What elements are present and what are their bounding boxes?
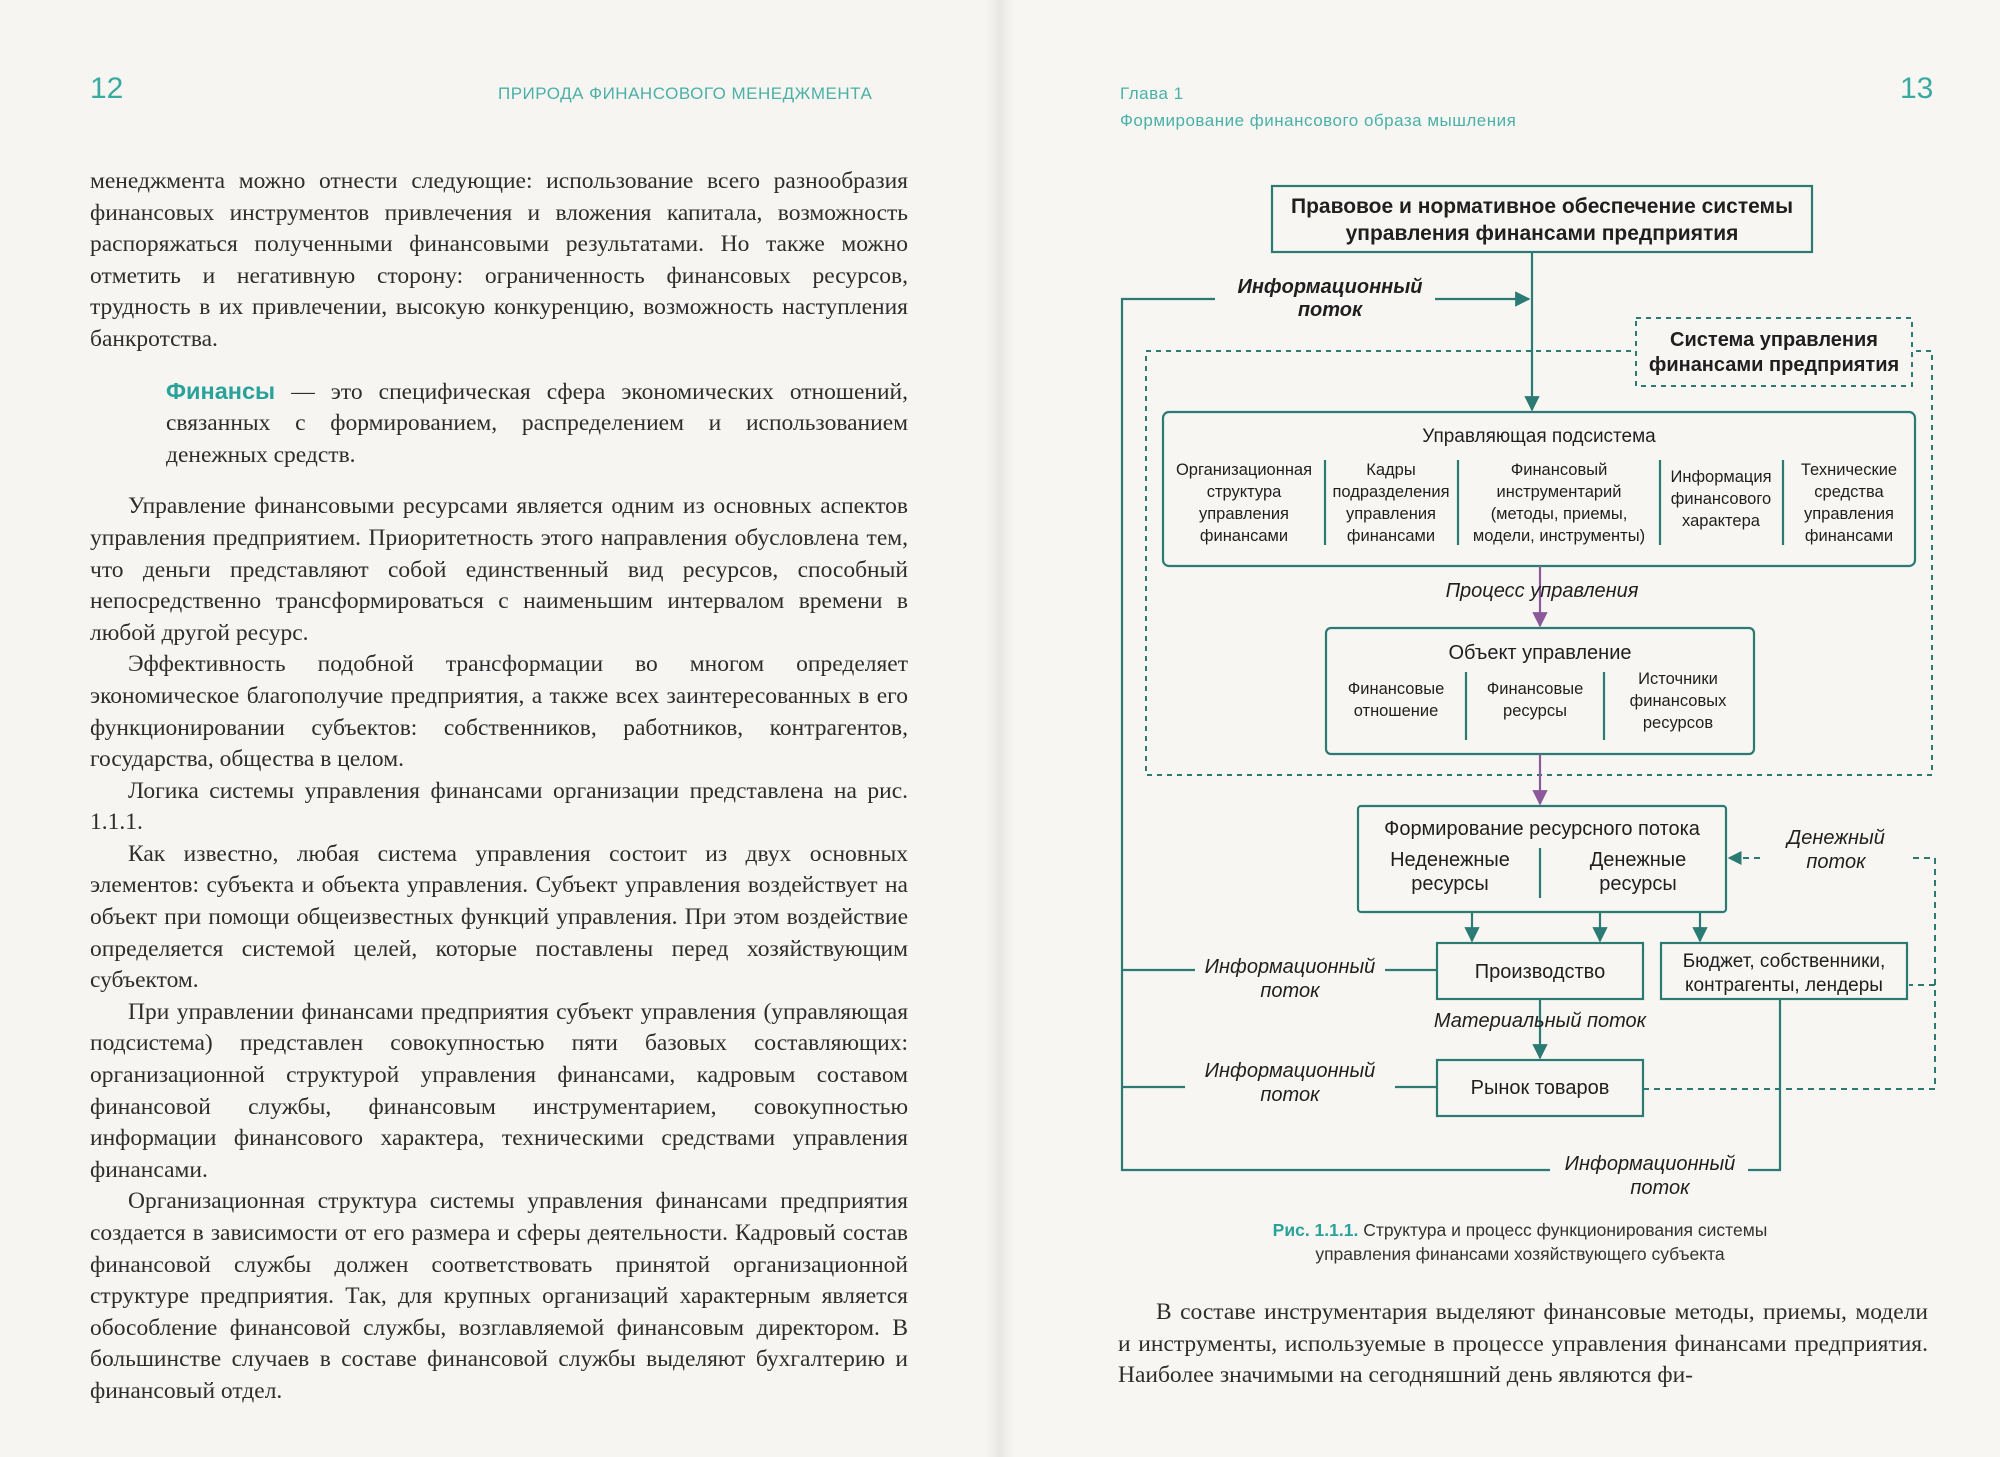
definition-text: — это специфическая сфера экономических отношений, связанных с формированием, распределением и использованием денежных средств.: [166, 378, 908, 468]
left-paragraph-5: Как известно, любая система управления состоит из двух основных элементов: субъекта и объекта управления. Субъект управления воздействует на объект при помощи общеизвестных функций управления. При этом воздействие определяется системой целей, которые поставлены перед хозяйствующим субъектом.: [90, 840, 908, 994]
left-paragraph-2: Управление финансовыми ресурсами является одним из основных аспектов управления предприятием. Приоритетность этого направления обусловлена тем, что деньги представляют собой единственный вид ресурсов, способный непосредственно трансформироваться с наименьшим интервалом времени в любой другой ресурс.: [90, 493, 908, 646]
subsystem-col5-l3: управления: [1804, 505, 1894, 523]
budget-l1: Бюджет, собственники,: [1682, 951, 1886, 972]
system-label-line2: финансами предприятия: [1648, 354, 1900, 376]
production-label: Производство: [1474, 961, 1606, 983]
info-flow-market-l1: Информационный: [1204, 1060, 1376, 1082]
subsystem-col5-l4: финансами: [1804, 527, 1894, 545]
chapter-label: Глава 1: [1120, 84, 1184, 103]
chapter-title: Формирование финансового образа мышления: [1120, 111, 1517, 130]
info-flow-bottom-l1: Информационный: [1564, 1153, 1736, 1175]
caption-label: Рис. 1.1.1.: [1272, 1220, 1359, 1240]
subsystem-col4-l3: характера: [1682, 512, 1760, 530]
info-flow-production-l1: Информационный: [1204, 956, 1376, 978]
figure-caption: [1120, 1218, 1920, 1266]
resource-title: Формирование ресурсного потока: [1384, 818, 1700, 840]
right-body: [1118, 1297, 1928, 1392]
budget-l2: контрагенты, лендеры: [1685, 975, 1883, 996]
subsystem-col4-l1: Информация: [1670, 468, 1772, 486]
subsystem-col3-l4: модели, инструменты): [1472, 527, 1646, 545]
subsystem-col1-l1: Организационная: [1175, 461, 1313, 479]
object-col2-l2: ресурсы: [1503, 702, 1567, 720]
subsystem-col3-l2: инструментарий: [1496, 483, 1622, 501]
info-flow-production-l2: поток: [1260, 980, 1320, 1002]
resource-left-l1: Неденежные: [1390, 849, 1510, 871]
left-page-number: 12: [90, 72, 124, 105]
resource-right-l1: Денежные: [1589, 849, 1687, 871]
subsystem-col3-l3: (методы, приемы,: [1490, 505, 1628, 523]
left-paragraph-1: менеджмента можно отнести следующие: использование всего разнообразия финансовых инструментов привлечения и вложения капитала, возможность распоряжаться полученными финансовыми результатами. Но также можно отметить и негативную сторону: ограниченность финансовых ресурсов, трудность в их привлечении, высокую конкуренцию, возможность наступления банкротства.: [90, 168, 908, 352]
subsystem-col1-l3: управления: [1199, 505, 1289, 523]
object-col2-l1: Финансовые: [1486, 680, 1584, 698]
info-flow-bottom-l2: поток: [1630, 1177, 1690, 1199]
subsystem-col2-l3: управления: [1346, 505, 1436, 523]
material-flow-label: Материальный поток: [1433, 1010, 1647, 1032]
market-label: Рынок товаров: [1470, 1077, 1610, 1099]
object-col3-l1: Источники: [1638, 670, 1718, 688]
legal-box-line2: управления финансами предприятия: [1345, 222, 1739, 245]
object-col3-l3: ресурсов: [1642, 714, 1714, 732]
money-flow-l1: Денежный: [1787, 827, 1885, 849]
system-label-line1: Система управления: [1670, 329, 1878, 351]
subsystem-col5-l1: Технические: [1800, 461, 1898, 479]
object-col1-l1: Финансовые: [1347, 680, 1445, 698]
subsystem-col4-l2: финансового: [1670, 490, 1772, 508]
definition-term: Финансы: [166, 377, 276, 404]
right-paragraph-1: В составе инструментария выделяют финансовые методы, приемы, модели и инструменты, используемые в процессе управления финансами предприятия. Наиболее значимыми на сегодняшний день являются фи-: [1118, 1299, 1928, 1389]
caption-line2: управления финансами хозяйствующего субъекта: [1315, 1244, 1725, 1264]
subsystem-col2-l1: Кадры: [1366, 461, 1416, 479]
info-flow-top-word2: поток: [1297, 299, 1363, 321]
resource-right-l2: ресурсы: [1599, 873, 1677, 895]
subsystem-col3-l1: Финансовый: [1510, 461, 1608, 479]
money-flow-l2: поток: [1806, 851, 1866, 873]
left-paragraph-3: Эффективность подобной трансформации во многом определяет экономическое благополучие предприятия, а также всех заинтересованных в его функционировании субъектов: собственников, работников, контрагентов, государства, общества в целом.: [90, 651, 908, 773]
left-running-header: ПРИРОДА ФИНАНСОВОГО МЕНЕДЖМЕНТА: [498, 84, 873, 103]
legal-box-line1: Правовое и нормативное обеспечение системы: [1290, 195, 1794, 218]
subsystem-col1-l2: структура: [1206, 483, 1282, 501]
subsystem-col5-l2: средства: [1814, 483, 1884, 501]
subsystem-col2-l2: подразделения: [1332, 483, 1450, 501]
process-label: Процесс управления: [1445, 580, 1639, 602]
object-col1-l2: отношение: [1353, 702, 1439, 720]
left-paragraph-7: Организационная структура системы управления финансами предприятия создается в зависимости от его размера и сферы деятельности. Кадровый состав финансовой службы должен соответствовать принятой организационной структуре предприятия. Так, для крупных организаций характерным является обособление финансовой службы, возглавляемой финансовым директором. В большинстве случаев в составе финансовой службы выделяют бухгалтерию и финансовый отдел.: [90, 1188, 908, 1404]
subsystem-title: Управляющая подсистема: [1422, 426, 1656, 447]
left-paragraph-6: При управлении финансами предприятия субъект управления (управляющая подсистема) представлен совокупностью пяти базовых составляющих: организационной структурой управления финансами, кадровым составом финансовой службы, финансовым инструментарием, совокупностью информации финансового характера, техническими средствами управления финансами.: [90, 998, 908, 1183]
info-flow-top-word1: Информационный: [1237, 276, 1423, 298]
object-col3-l2: финансовых: [1629, 692, 1727, 710]
left-paragraph-4: Логика системы управления финансами организации представлена на рис. 1.1.1.: [90, 777, 908, 836]
resource-left-l2: ресурсы: [1411, 873, 1489, 895]
object-title: Объект управление: [1448, 642, 1632, 664]
caption-line1: Структура и процесс функционирования системы: [1358, 1220, 1768, 1240]
right-page-number: 13: [1900, 72, 1934, 105]
info-flow-market-l2: поток: [1260, 1084, 1320, 1106]
subsystem-col2-l4: финансами: [1346, 527, 1436, 545]
subsystem-col1-l4: финансами: [1199, 527, 1289, 545]
